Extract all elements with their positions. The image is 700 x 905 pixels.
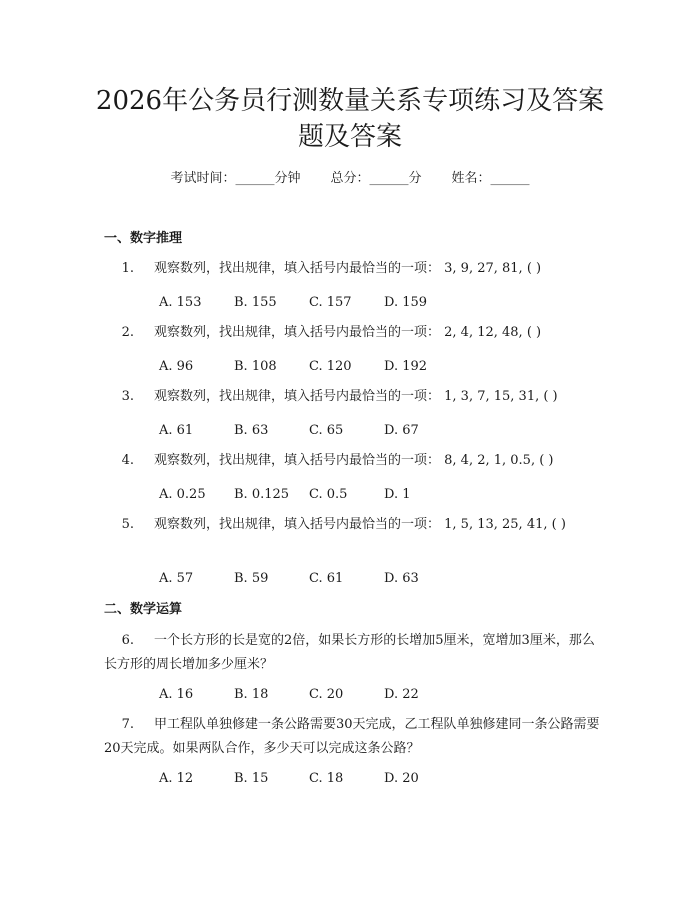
- question-number: 7.: [121, 717, 134, 732]
- question-options: [159, 294, 459, 312]
- question-item: [104, 257, 600, 281]
- question-text: 观察数列，找出规律，填入括号内最恰当的一项： 8, 4, 2, 1, 0.5, ( ): [154, 453, 554, 468]
- option-d: D. 192: [384, 359, 428, 374]
- question-options: [159, 686, 459, 704]
- question-options: [159, 358, 459, 376]
- question-item: [104, 713, 600, 761]
- question-text: 甲工程队单独修建一条公路需要30天完成，乙工程队单独修建同一条公路需要20天完成。如果两队合作，多少天可以完成这条公路？: [104, 717, 600, 756]
- option-d: D. 1: [384, 487, 411, 502]
- option-c: C. 157: [309, 295, 352, 310]
- question-number: 4.: [121, 453, 134, 468]
- option-c: C. 65: [309, 423, 344, 438]
- question-number: 2.: [121, 325, 134, 340]
- option-b: B. 18: [234, 687, 269, 702]
- option-a: A. 153: [159, 295, 202, 310]
- option-c: C. 18: [309, 771, 344, 786]
- option-c: C. 120: [309, 359, 352, 374]
- option-a: A. 0.25: [159, 487, 206, 502]
- exam-name: 姓名：______: [451, 171, 530, 186]
- section-heading: 二、数学运算: [104, 602, 183, 617]
- option-b: B. 15: [234, 771, 269, 786]
- option-a: A. 96: [159, 359, 194, 374]
- question-options: [159, 570, 459, 588]
- option-b: B. 59: [234, 571, 269, 586]
- question-options: [159, 422, 459, 440]
- question-number: 6.: [121, 633, 134, 648]
- page-title-line1: 2026年公务员行测数量关系专项练习及答案: [95, 86, 605, 116]
- question-text: 一个长方形的长是宽的2倍，如果长方形的长增加5厘米，宽增加3厘米，那么长方形的周长增加多少厘米？: [104, 633, 595, 672]
- option-a: A. 61: [159, 423, 194, 438]
- option-b: B. 63: [234, 423, 269, 438]
- option-c: C. 61: [309, 571, 344, 586]
- question-options: [159, 770, 459, 788]
- option-b: B. 0.125: [234, 487, 290, 502]
- option-d: D. 159: [384, 295, 428, 310]
- exam-info: [0, 170, 700, 188]
- question-item: [104, 629, 600, 677]
- option-d: D. 63: [384, 571, 419, 586]
- option-b: B. 155: [234, 295, 277, 310]
- option-a: A. 57: [159, 571, 194, 586]
- option-a: A. 16: [159, 687, 194, 702]
- page-title-line2: 题及答案: [297, 122, 402, 152]
- option-d: D. 20: [384, 771, 419, 786]
- exam-score: 总分：______分: [330, 171, 422, 186]
- question-item: [104, 385, 600, 409]
- question-text: 观察数列，找出规律，填入括号内最恰当的一项： 2, 4, 12, 48, ( ): [154, 325, 542, 340]
- option-d: D. 67: [384, 423, 419, 438]
- question-options: [159, 486, 459, 504]
- option-c: C. 20: [309, 687, 344, 702]
- question-text: 观察数列，找出规律，填入括号内最恰当的一项： 1, 5, 13, 25, 41, ( ): [154, 517, 566, 532]
- question-number: 3.: [121, 389, 134, 404]
- exam-time: 考试时间：______分钟: [170, 171, 301, 186]
- option-d: D. 22: [384, 687, 419, 702]
- section-heading: 一、数字推理: [104, 231, 183, 246]
- question-text: 观察数列，找出规律，填入括号内最恰当的一项： 3, 9, 27, 81, ( ): [154, 261, 542, 276]
- option-a: A. 12: [159, 771, 194, 786]
- question-item: [104, 513, 600, 537]
- question-item: [104, 321, 600, 345]
- question-number: 5.: [121, 517, 134, 532]
- question-item: [104, 449, 600, 473]
- option-b: B. 108: [234, 359, 277, 374]
- question-text: 观察数列，找出规律，填入括号内最恰当的一项： 1, 3, 7, 15, 31, ( ): [154, 389, 558, 404]
- option-c: C. 0.5: [309, 487, 348, 502]
- question-number: 1.: [121, 261, 134, 276]
